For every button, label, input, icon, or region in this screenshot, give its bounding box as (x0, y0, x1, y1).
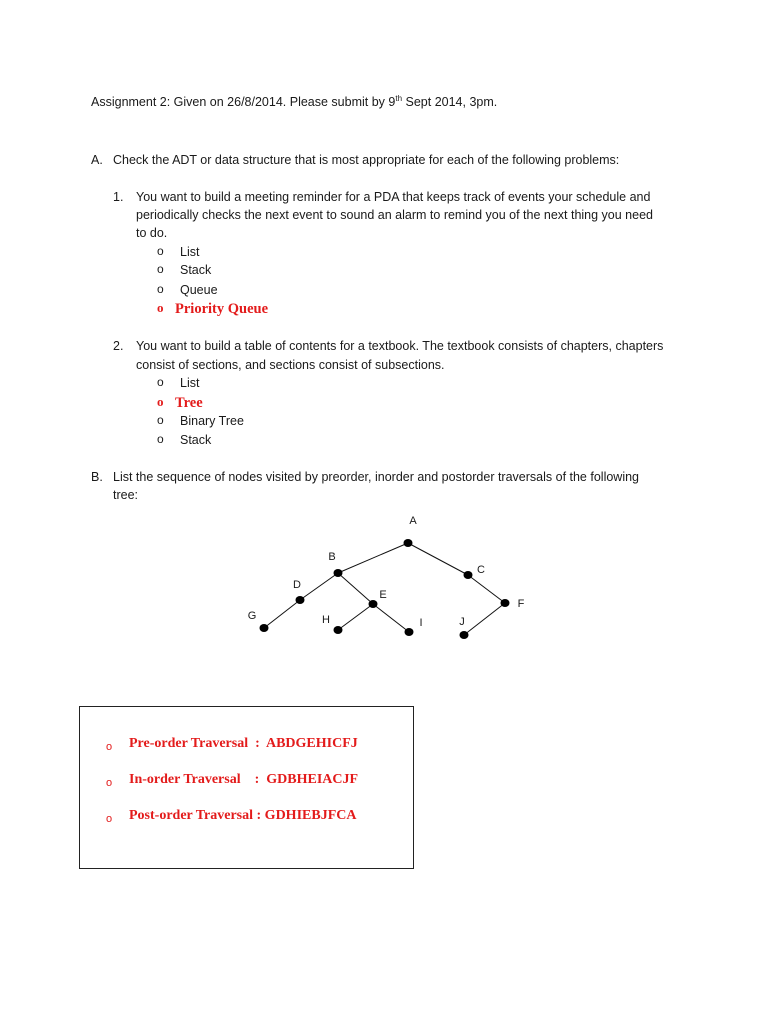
answer-bullet-icon: o (106, 777, 113, 789)
tree-edge-B-E (338, 573, 373, 604)
tree-edge-C-F (468, 575, 505, 603)
tree-node-C (464, 571, 473, 579)
tree-node-label-E: E (379, 589, 387, 601)
bullet-icon: o (157, 282, 164, 296)
tree-node-label-I: I (419, 617, 423, 629)
answer-box (79, 706, 414, 869)
section-b-marker: B. (91, 470, 103, 484)
tree-node-G (260, 624, 269, 632)
q2-number: 2. (113, 339, 124, 353)
section-a-text: Check the ADT or data structure that is most appropriate for each of the following problems: (113, 153, 620, 167)
tree-node-label-F: F (517, 598, 525, 610)
tree-node-I (405, 628, 414, 636)
bullet-icon: o (157, 244, 164, 258)
preorder-answer: Pre-order Traversal : ABDGEHICFJ (129, 736, 358, 751)
answer-bullet-icon: o (157, 300, 164, 315)
tree-edge-A-C (408, 543, 468, 575)
answer-bullet-icon: o (106, 813, 113, 825)
bullet-icon: o (157, 375, 164, 389)
tree-node-label-A: A (409, 515, 417, 527)
section-b-line: tree: (113, 488, 139, 502)
header-text-suffix: Sept 2014, 3pm. (402, 95, 498, 109)
tree-node-F (501, 599, 510, 607)
tree-node-A (404, 539, 413, 547)
tree-node-E (369, 600, 378, 608)
q1-option: List (180, 245, 200, 259)
bullet-icon: o (157, 432, 164, 446)
bullet-icon: o (157, 262, 164, 276)
tree-node-label-H: H (322, 614, 330, 626)
q2-option: Stack (180, 433, 212, 447)
inorder-answer: In-order Traversal : GDBHEIACJF (129, 772, 359, 787)
q2-option: Binary Tree (180, 414, 244, 428)
tree-node-label-B: B (328, 551, 336, 563)
tree-node-label-G: G (247, 610, 257, 622)
tree-node-label-C: C (477, 564, 485, 576)
bullet-icon: o (157, 413, 164, 427)
section-b-line: List the sequence of nodes visited by preorder, inorder and postorder traversals of the following (113, 470, 640, 484)
header-superscript: th (395, 93, 403, 103)
header-text: Assignment 2: Given on 26/8/2014. Please submit by 9 (91, 95, 396, 109)
q1-number: 1. (113, 190, 124, 204)
answer-bullet-icon: o (157, 394, 164, 409)
q2-option: List (180, 376, 200, 390)
tree-node-label-D: D (293, 579, 301, 591)
answer-bullet-icon: o (106, 741, 113, 753)
tree-node-D (296, 596, 305, 604)
tree-node-label-J: J (459, 616, 465, 628)
q2-answer: Tree (175, 395, 203, 411)
q1-answer: Priority Queue (175, 301, 269, 317)
tree-node-J (460, 631, 469, 639)
tree-edge-E-I (373, 604, 409, 632)
tree-edge-A-B (338, 543, 408, 573)
q2-line: You want to build a table of contents for a textbook. The textbook consists of chapters, chapters (136, 339, 664, 353)
tree-edge-B-D (300, 573, 338, 600)
section-a-marker: A. (91, 153, 103, 167)
tree-edge-F-J (464, 603, 505, 635)
tree-node-H (334, 626, 343, 634)
q1-option: Queue (180, 283, 218, 297)
q1-line: You want to build a meeting reminder for a PDA that keeps track of events your schedule and (136, 190, 651, 204)
tree-edge-D-G (264, 600, 300, 628)
tree-edge-E-H (338, 604, 373, 630)
q1-option: Stack (180, 263, 212, 277)
postorder-answer: Post-order Traversal : GDHIEBJFCA (129, 808, 357, 823)
q1-line: to do. (136, 226, 168, 240)
tree-node-B (334, 569, 343, 577)
q2-line: consist of sections, and sections consist of subsections. (136, 358, 445, 372)
q1-line: periodically checks the next event to sound an alarm to remind you of the next thing you need (136, 208, 653, 222)
